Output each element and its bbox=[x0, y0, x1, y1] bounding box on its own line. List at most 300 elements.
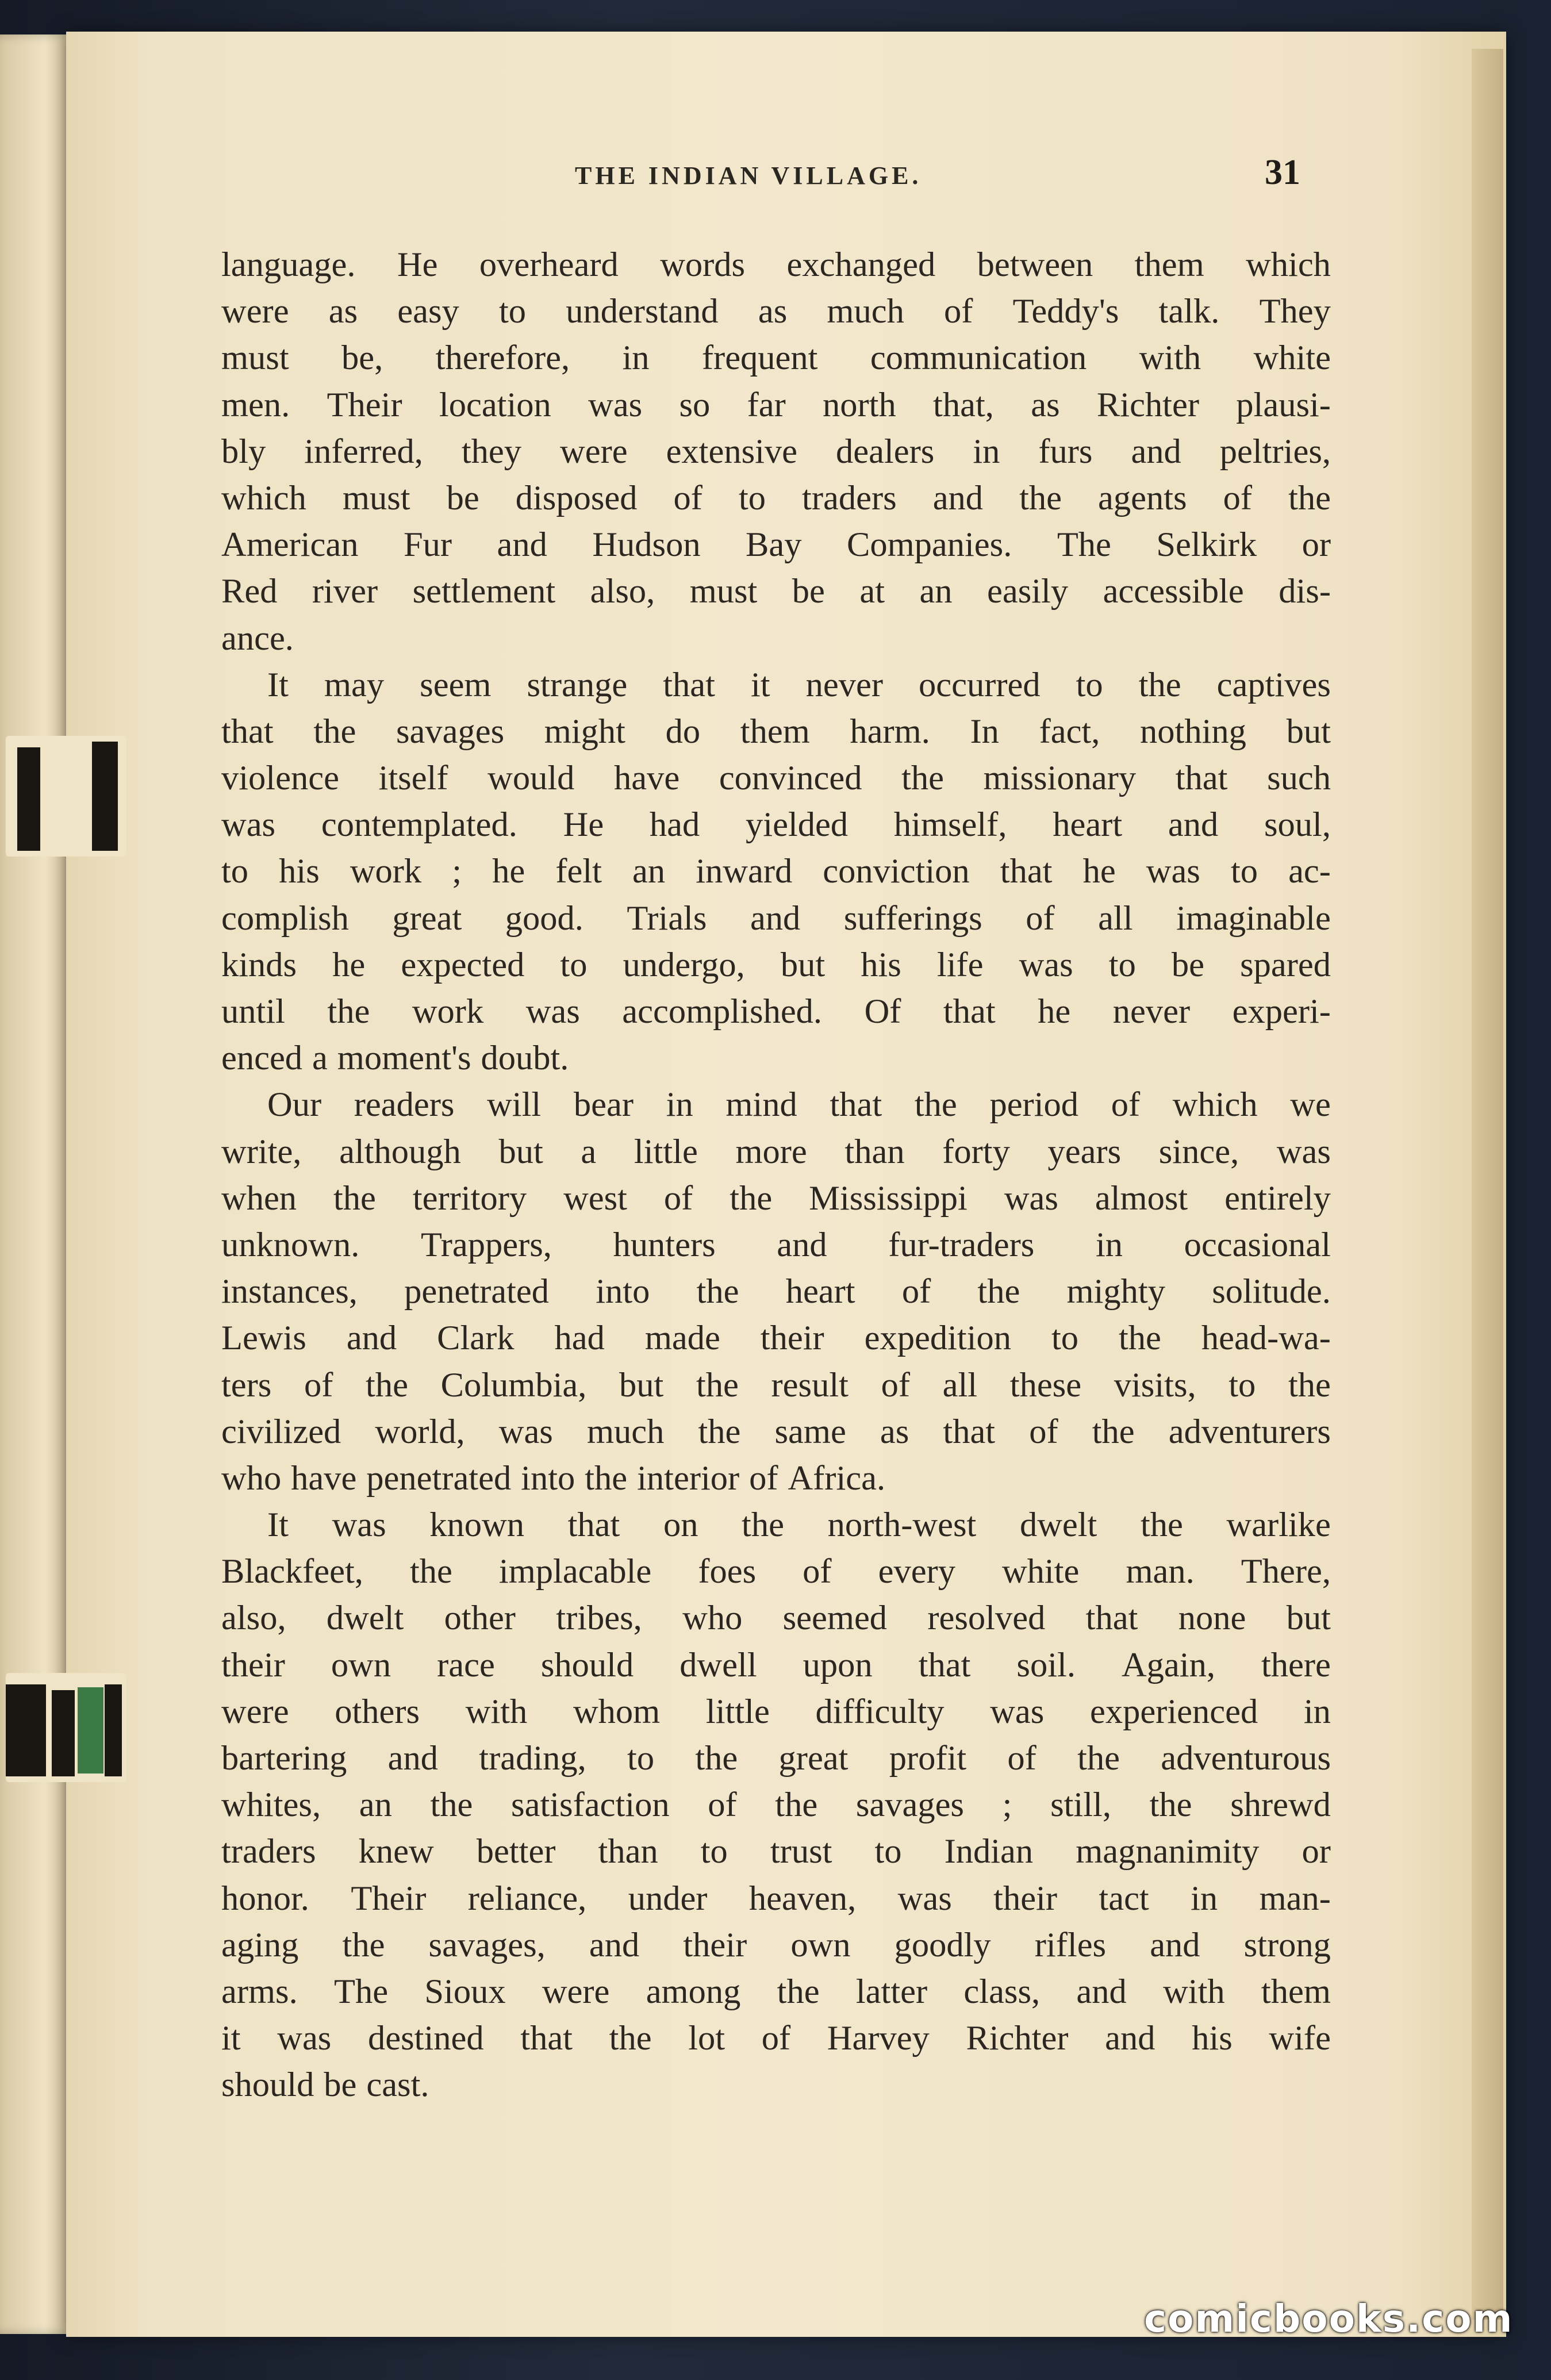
word: honor. bbox=[221, 1879, 309, 1918]
word: made bbox=[644, 1319, 720, 1358]
text-line bbox=[221, 475, 1331, 521]
word: would bbox=[487, 759, 575, 798]
word: to bbox=[627, 1739, 655, 1778]
word: itself bbox=[378, 759, 448, 798]
text-line bbox=[221, 1035, 1331, 1081]
word: Lewis bbox=[221, 1319, 306, 1358]
word: entirely bbox=[1224, 1179, 1331, 1218]
word: his bbox=[861, 945, 901, 984]
word: should bbox=[540, 1645, 634, 1684]
word: inward bbox=[696, 852, 793, 891]
word: They bbox=[1259, 292, 1331, 331]
word: easy bbox=[397, 292, 459, 331]
word: whom bbox=[573, 1692, 661, 1731]
word: much bbox=[827, 292, 904, 331]
word: under bbox=[628, 1879, 708, 1918]
word: who bbox=[221, 1458, 282, 1498]
word: and bbox=[932, 478, 984, 517]
word: Our bbox=[267, 1085, 322, 1124]
word: the bbox=[430, 1786, 473, 1825]
word: He bbox=[563, 805, 604, 844]
word: seemed bbox=[782, 1599, 888, 1638]
word: arms. bbox=[221, 1972, 298, 2011]
word: were bbox=[560, 432, 628, 471]
word: understand bbox=[566, 292, 719, 331]
text-line bbox=[221, 942, 1331, 988]
word: was bbox=[990, 1692, 1045, 1731]
word: that, bbox=[933, 385, 994, 424]
text-line bbox=[221, 1968, 1331, 2015]
word: lot bbox=[688, 2019, 725, 2058]
word: was bbox=[897, 1879, 952, 1918]
word: and bbox=[750, 899, 801, 938]
word: they bbox=[461, 432, 522, 471]
word: fur-traders bbox=[888, 1225, 1035, 1264]
word: an bbox=[632, 852, 666, 891]
word: little bbox=[705, 1692, 770, 1731]
word: class, bbox=[963, 1972, 1041, 2011]
word: of bbox=[304, 1365, 333, 1404]
text-line bbox=[221, 1875, 1331, 1922]
word: result bbox=[771, 1365, 849, 1404]
word: same bbox=[774, 1412, 846, 1451]
word: that bbox=[943, 1412, 996, 1451]
word: occurred bbox=[919, 665, 1041, 704]
word: the bbox=[730, 1179, 773, 1218]
word: seem bbox=[420, 665, 492, 704]
word: own bbox=[331, 1645, 391, 1684]
word: to bbox=[1230, 852, 1258, 891]
word: will bbox=[487, 1085, 542, 1124]
word: territory bbox=[412, 1179, 527, 1218]
word: that bbox=[943, 992, 996, 1031]
word: still, bbox=[1050, 1786, 1111, 1825]
word: profit bbox=[889, 1739, 967, 1778]
word: experienced bbox=[1089, 1692, 1258, 1731]
word: or bbox=[1302, 1832, 1331, 1871]
word: far bbox=[747, 385, 786, 424]
word: Red bbox=[221, 572, 278, 611]
word: there bbox=[1261, 1645, 1331, 1684]
word: with bbox=[1163, 1972, 1225, 2011]
text-line bbox=[221, 1315, 1331, 1361]
word: had bbox=[554, 1319, 605, 1358]
word: Fur bbox=[403, 525, 452, 565]
word: of bbox=[901, 1272, 931, 1311]
word: contemplated. bbox=[321, 805, 517, 844]
word: frequent bbox=[701, 339, 818, 378]
word: of bbox=[761, 2019, 791, 2058]
word: although bbox=[339, 1132, 461, 1171]
text-line bbox=[221, 848, 1331, 895]
text-line bbox=[221, 1222, 1331, 1268]
word: river bbox=[312, 572, 378, 611]
word: also, bbox=[590, 572, 655, 611]
word: among bbox=[646, 1972, 741, 2011]
word: dwelt bbox=[1019, 1506, 1097, 1545]
word: doubt. bbox=[481, 1039, 569, 1078]
word: who bbox=[682, 1599, 743, 1638]
word: and bbox=[589, 1925, 640, 1964]
word: had bbox=[649, 805, 700, 844]
word: plausi- bbox=[1236, 385, 1331, 424]
word: better bbox=[476, 1832, 556, 1871]
word: much bbox=[586, 1412, 665, 1451]
word: Clark bbox=[437, 1319, 515, 1358]
word: Their bbox=[351, 1879, 427, 1918]
word: experi- bbox=[1232, 992, 1331, 1031]
word: words bbox=[660, 245, 746, 284]
word: savages, bbox=[428, 1925, 546, 1964]
word: to bbox=[874, 1832, 902, 1871]
word: harm. bbox=[850, 712, 930, 751]
word: wife bbox=[1269, 2019, 1331, 2058]
word: man. bbox=[1126, 1552, 1195, 1591]
word: heart bbox=[1053, 805, 1123, 844]
word: them bbox=[740, 712, 810, 751]
word: communication bbox=[870, 339, 1087, 378]
word: that bbox=[1085, 1599, 1138, 1638]
word: adventurers bbox=[1168, 1412, 1331, 1451]
word: and bbox=[346, 1319, 397, 1358]
word: in bbox=[666, 1085, 693, 1124]
word: race bbox=[437, 1645, 495, 1684]
word: penetrated bbox=[404, 1272, 550, 1311]
word: Trials bbox=[627, 899, 707, 938]
word: unknown. bbox=[221, 1225, 360, 1264]
word: these bbox=[1009, 1365, 1082, 1404]
word: all bbox=[942, 1365, 978, 1404]
word: but bbox=[1286, 712, 1331, 751]
word: an bbox=[359, 1786, 392, 1825]
word: expedition bbox=[864, 1319, 1011, 1358]
word: their bbox=[683, 1925, 747, 1964]
word: satisfaction bbox=[511, 1786, 670, 1825]
text-line bbox=[221, 755, 1331, 801]
word: but bbox=[780, 945, 826, 984]
word: yielded bbox=[746, 805, 849, 844]
word: than bbox=[844, 1132, 905, 1171]
word: the bbox=[1138, 665, 1181, 704]
word: was bbox=[1004, 1179, 1058, 1218]
text-line bbox=[221, 895, 1331, 942]
text-line bbox=[221, 521, 1331, 568]
word: was bbox=[1276, 1132, 1331, 1171]
word: should bbox=[221, 2066, 314, 2105]
word: ; bbox=[1002, 1786, 1012, 1825]
text-line bbox=[221, 2015, 1331, 2062]
word: the bbox=[696, 1365, 739, 1404]
word: Trappers, bbox=[420, 1225, 552, 1264]
word: the bbox=[777, 1972, 820, 2011]
word: was bbox=[1019, 945, 1073, 984]
word: the bbox=[1092, 1412, 1135, 1451]
word: Richter bbox=[966, 2019, 1069, 2058]
word: heaven, bbox=[748, 1879, 857, 1918]
word: agents bbox=[1098, 478, 1187, 517]
word: ance. bbox=[221, 619, 294, 658]
word: kinds bbox=[221, 945, 297, 984]
word: north-west bbox=[827, 1506, 977, 1545]
text-line bbox=[221, 1828, 1331, 1875]
word: reliance, bbox=[467, 1879, 587, 1918]
word: when bbox=[221, 1179, 297, 1218]
word: into bbox=[521, 1458, 575, 1498]
word: but bbox=[1286, 1599, 1331, 1638]
word: penetrated bbox=[366, 1458, 512, 1498]
word: a bbox=[581, 1132, 597, 1171]
word: that bbox=[567, 1506, 620, 1545]
word: It bbox=[267, 665, 289, 704]
word: to bbox=[1076, 665, 1103, 704]
word: accessible bbox=[1103, 572, 1244, 611]
word: of bbox=[673, 478, 702, 517]
book-spine bbox=[0, 34, 75, 2334]
text-line bbox=[221, 2062, 1331, 2108]
word: savages bbox=[396, 712, 505, 751]
word: peltries, bbox=[1219, 432, 1331, 471]
word: the bbox=[1288, 478, 1331, 517]
word: man- bbox=[1259, 1879, 1331, 1918]
word: never bbox=[1112, 992, 1191, 1031]
word: and bbox=[777, 1225, 827, 1264]
word: on bbox=[663, 1506, 698, 1545]
word: upon bbox=[803, 1645, 873, 1684]
word: and bbox=[1150, 1925, 1200, 1964]
word: period bbox=[989, 1085, 1079, 1124]
word: to bbox=[1051, 1319, 1079, 1358]
text-line bbox=[221, 335, 1331, 381]
word: of bbox=[944, 292, 973, 331]
word: soil. bbox=[1016, 1645, 1076, 1684]
text-line bbox=[221, 1128, 1331, 1175]
text-line bbox=[221, 1548, 1331, 1595]
word: the bbox=[609, 2019, 652, 2058]
word: imaginable bbox=[1176, 899, 1331, 938]
word: be bbox=[446, 478, 479, 517]
word: the bbox=[1118, 1319, 1161, 1358]
word: knew bbox=[358, 1832, 434, 1871]
word: enced bbox=[221, 1039, 303, 1078]
word: of bbox=[1111, 1085, 1141, 1124]
text-line bbox=[221, 1735, 1331, 1782]
text-line bbox=[221, 428, 1331, 475]
word: great bbox=[392, 899, 462, 938]
word: foes bbox=[698, 1552, 757, 1591]
word: mighty bbox=[1066, 1272, 1165, 1311]
word: soul, bbox=[1264, 805, 1331, 844]
word: the bbox=[695, 1739, 738, 1778]
word: every bbox=[878, 1552, 955, 1591]
word: as bbox=[880, 1412, 909, 1451]
word: but bbox=[498, 1132, 543, 1171]
word: language. bbox=[221, 245, 356, 284]
text-line bbox=[221, 708, 1331, 755]
word: tact bbox=[1099, 1879, 1149, 1918]
word: their bbox=[993, 1879, 1058, 1918]
text-line bbox=[221, 1455, 1331, 1502]
word: be bbox=[324, 2066, 357, 2105]
word: readers bbox=[354, 1085, 455, 1124]
word: ters bbox=[221, 1365, 272, 1404]
word: of bbox=[1026, 899, 1055, 938]
word: bly bbox=[221, 432, 266, 471]
word: almost bbox=[1095, 1179, 1188, 1218]
word: was bbox=[1146, 852, 1200, 891]
word: the bbox=[327, 992, 370, 1031]
word: known bbox=[429, 1506, 524, 1545]
word: Companies. bbox=[846, 525, 1012, 565]
word: little bbox=[634, 1132, 698, 1171]
word: spared bbox=[1240, 945, 1331, 984]
word: the bbox=[775, 1786, 818, 1825]
word: also, bbox=[221, 1599, 286, 1638]
word: work bbox=[350, 852, 422, 891]
word: was bbox=[498, 1412, 553, 1451]
word: of bbox=[803, 1552, 832, 1591]
page-edge bbox=[1472, 49, 1503, 2320]
word: savages bbox=[855, 1786, 964, 1825]
text-line bbox=[221, 1362, 1331, 1408]
word: were bbox=[542, 1972, 610, 2011]
word: work bbox=[412, 992, 484, 1031]
word: ac- bbox=[1288, 852, 1331, 891]
word: shrewd bbox=[1230, 1786, 1331, 1825]
text-line bbox=[221, 988, 1331, 1035]
word: own bbox=[790, 1925, 851, 1964]
word: that bbox=[1000, 852, 1053, 891]
word: an bbox=[919, 572, 953, 611]
word: solitude. bbox=[1212, 1272, 1331, 1311]
word: as bbox=[758, 292, 788, 331]
word: difficulty bbox=[815, 1692, 945, 1731]
word: extensive bbox=[666, 432, 798, 471]
word: never bbox=[805, 665, 883, 704]
word: location bbox=[439, 385, 551, 424]
word: latter bbox=[855, 1972, 928, 2011]
word: have bbox=[291, 1458, 357, 1498]
word: which bbox=[1246, 245, 1331, 284]
word: be bbox=[792, 572, 825, 611]
word: American bbox=[221, 525, 359, 565]
word: all bbox=[1098, 899, 1133, 938]
text-line bbox=[221, 288, 1331, 335]
word: himself, bbox=[893, 805, 1007, 844]
word: to bbox=[498, 292, 527, 331]
word: life bbox=[936, 945, 984, 984]
word: He bbox=[397, 245, 438, 284]
word: of bbox=[708, 1786, 737, 1825]
text-line bbox=[221, 1595, 1331, 1641]
word: Teddy's bbox=[1012, 292, 1119, 331]
word: implacable bbox=[498, 1552, 652, 1591]
word: missionary bbox=[983, 759, 1137, 798]
text-line bbox=[221, 1642, 1331, 1688]
word: Again, bbox=[1121, 1645, 1215, 1684]
word: as bbox=[1031, 385, 1060, 424]
text-line bbox=[221, 801, 1331, 848]
word: in bbox=[1191, 1879, 1218, 1918]
word: the bbox=[409, 1552, 452, 1591]
word: them bbox=[1134, 245, 1204, 284]
word: good. bbox=[505, 899, 583, 938]
word: the bbox=[1140, 1506, 1183, 1545]
word: which bbox=[1172, 1085, 1258, 1124]
word: magnanimity bbox=[1076, 1832, 1260, 1871]
word: be, bbox=[341, 339, 383, 378]
word: convinced bbox=[719, 759, 862, 798]
word: dis- bbox=[1279, 572, 1331, 611]
text-line bbox=[221, 1408, 1331, 1455]
binding-tab-bottom bbox=[6, 1673, 126, 1782]
word: resolved bbox=[927, 1599, 1046, 1638]
word: the bbox=[333, 1179, 376, 1218]
text-line bbox=[221, 1782, 1331, 1828]
word: was bbox=[588, 385, 643, 424]
word: exchanged bbox=[786, 245, 936, 284]
word: and bbox=[1076, 1972, 1127, 2011]
word: so bbox=[679, 385, 711, 424]
word: the bbox=[366, 1365, 408, 1404]
word: inferred, bbox=[304, 432, 423, 471]
word: their bbox=[221, 1645, 285, 1684]
word: civilized bbox=[221, 1412, 341, 1451]
word: in bbox=[973, 432, 1000, 471]
word: goodly bbox=[894, 1925, 991, 1964]
word: world, bbox=[375, 1412, 465, 1451]
word: was bbox=[277, 2019, 332, 2058]
word: was bbox=[332, 1506, 386, 1545]
word: were bbox=[221, 1692, 289, 1731]
text-line bbox=[221, 615, 1331, 662]
word: none bbox=[1178, 1599, 1246, 1638]
word: Columbia, bbox=[440, 1365, 587, 1404]
word: trust bbox=[770, 1832, 832, 1871]
word: In bbox=[970, 712, 999, 751]
word: the bbox=[1077, 1739, 1120, 1778]
word: men. bbox=[221, 385, 290, 424]
word: were bbox=[221, 292, 289, 331]
word: talk. bbox=[1158, 292, 1220, 331]
word: than bbox=[598, 1832, 658, 1871]
word: destined bbox=[368, 2019, 484, 2058]
word: conviction bbox=[823, 852, 970, 891]
word: accomplished. bbox=[622, 992, 823, 1031]
word: heart bbox=[785, 1272, 855, 1311]
word: and bbox=[1131, 432, 1181, 471]
word: with bbox=[465, 1692, 528, 1731]
word: that bbox=[830, 1085, 882, 1124]
word: whites, bbox=[221, 1786, 321, 1825]
word: and bbox=[497, 525, 547, 565]
word: Richter bbox=[1096, 385, 1199, 424]
word: settlement bbox=[412, 572, 556, 611]
binding-tab-top bbox=[6, 736, 126, 857]
word: the bbox=[1019, 478, 1062, 517]
word: strong bbox=[1243, 1925, 1331, 1964]
word: violence bbox=[221, 759, 339, 798]
word: captives bbox=[1216, 665, 1331, 704]
word: furs bbox=[1038, 432, 1093, 471]
word: traders bbox=[221, 1832, 316, 1871]
word: to bbox=[1108, 945, 1136, 984]
word: Mississippi bbox=[809, 1179, 968, 1218]
word: the bbox=[1288, 1365, 1331, 1404]
word: do bbox=[665, 712, 701, 751]
word: There, bbox=[1241, 1552, 1331, 1591]
word: the bbox=[914, 1085, 957, 1124]
word: of bbox=[663, 1179, 693, 1218]
